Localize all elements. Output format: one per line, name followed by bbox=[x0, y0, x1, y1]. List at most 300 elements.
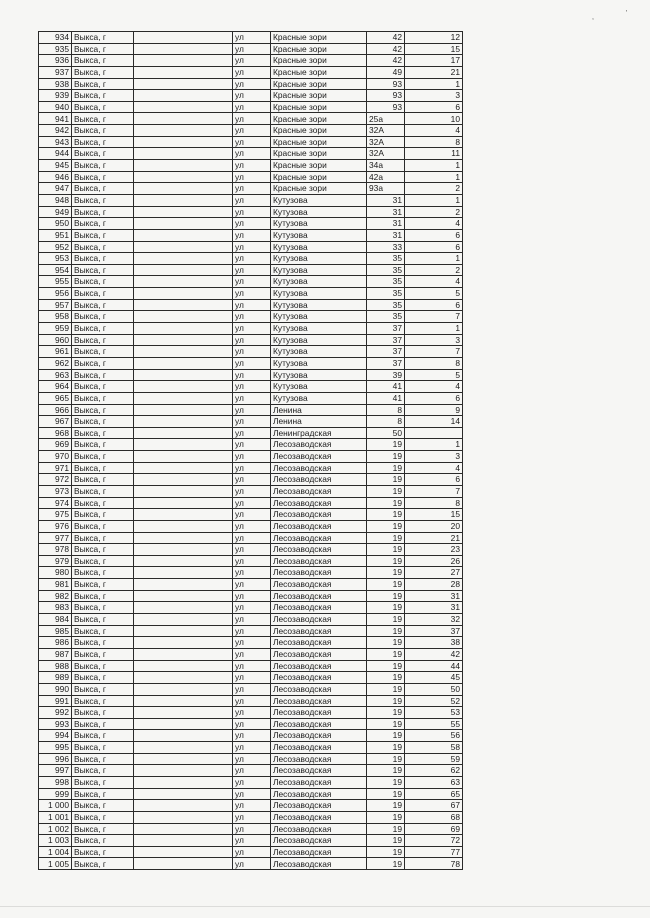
street-type-cell: ул bbox=[233, 520, 271, 532]
row-number: 935 bbox=[39, 43, 72, 55]
street-name-cell: Лесозаводская bbox=[271, 614, 367, 626]
street-type-cell: ул bbox=[233, 101, 271, 113]
city-cell: Выкса, г bbox=[72, 311, 134, 323]
row-number: 957 bbox=[39, 299, 72, 311]
blank-cell bbox=[134, 101, 233, 113]
street-name-cell: Лесозаводская bbox=[271, 544, 367, 556]
house-number-cell: 19 bbox=[367, 485, 405, 497]
house-number-cell: 32А bbox=[367, 136, 405, 148]
house-number-cell: 19 bbox=[367, 497, 405, 509]
blank-cell bbox=[134, 602, 233, 614]
blank-cell bbox=[134, 555, 233, 567]
city-cell: Выкса, г bbox=[72, 381, 134, 393]
street-name-cell: Лесозаводская bbox=[271, 462, 367, 474]
house-number-cell: 19 bbox=[367, 695, 405, 707]
street-type-cell: ул bbox=[233, 660, 271, 672]
table-row bbox=[39, 439, 463, 451]
row-number: 996 bbox=[39, 753, 72, 765]
table-row bbox=[39, 555, 463, 567]
street-name-cell: Лесозаводская bbox=[271, 625, 367, 637]
street-name-cell: Лесозаводская bbox=[271, 858, 367, 870]
row-number: 947 bbox=[39, 183, 72, 195]
flat-number-cell: 32 bbox=[405, 614, 463, 626]
city-cell: Выкса, г bbox=[72, 707, 134, 719]
blank-cell bbox=[134, 160, 233, 172]
street-name-cell: Лесозаводская bbox=[271, 823, 367, 835]
flat-number-cell: 8 bbox=[405, 136, 463, 148]
street-type-cell: ул bbox=[233, 462, 271, 474]
flat-number-cell: 14 bbox=[405, 416, 463, 428]
row-number: 974 bbox=[39, 497, 72, 509]
flat-number-cell: 63 bbox=[405, 777, 463, 789]
blank-cell bbox=[134, 742, 233, 754]
table-row bbox=[39, 451, 463, 463]
city-cell: Выкса, г bbox=[72, 253, 134, 265]
flat-number-cell: 15 bbox=[405, 509, 463, 521]
street-type-cell: ул bbox=[233, 509, 271, 521]
street-type-cell: ул bbox=[233, 241, 271, 253]
house-number-cell: 19 bbox=[367, 567, 405, 579]
flat-number-cell: 59 bbox=[405, 753, 463, 765]
street-type-cell: ул bbox=[233, 730, 271, 742]
flat-number-cell: 9 bbox=[405, 404, 463, 416]
flat-number-cell: 21 bbox=[405, 532, 463, 544]
row-number: 964 bbox=[39, 381, 72, 393]
street-type-cell: ул bbox=[233, 78, 271, 90]
row-number: 982 bbox=[39, 590, 72, 602]
table-row bbox=[39, 194, 463, 206]
house-number-cell: 19 bbox=[367, 777, 405, 789]
street-type-cell: ул bbox=[233, 276, 271, 288]
flat-number-cell: 42 bbox=[405, 648, 463, 660]
table-row bbox=[39, 753, 463, 765]
flat-number-cell: 50 bbox=[405, 683, 463, 695]
street-name-cell: Лесозаводская bbox=[271, 730, 367, 742]
street-name-cell: Кутузова bbox=[271, 229, 367, 241]
flat-number-cell bbox=[405, 427, 463, 439]
house-number-cell: 42 bbox=[367, 55, 405, 67]
street-type-cell: ул bbox=[233, 846, 271, 858]
blank-cell bbox=[134, 194, 233, 206]
house-number-cell: 32А bbox=[367, 125, 405, 137]
blank-cell bbox=[134, 323, 233, 335]
city-cell: Выкса, г bbox=[72, 206, 134, 218]
house-number-cell: 19 bbox=[367, 823, 405, 835]
street-name-cell: Красные зори bbox=[271, 160, 367, 172]
row-number: 1 003 bbox=[39, 835, 72, 847]
blank-cell bbox=[134, 241, 233, 253]
street-name-cell: Лесозаводская bbox=[271, 509, 367, 521]
street-type-cell: ул bbox=[233, 323, 271, 335]
city-cell: Выкса, г bbox=[72, 788, 134, 800]
street-type-cell: ул bbox=[233, 357, 271, 369]
row-number: 980 bbox=[39, 567, 72, 579]
flat-number-cell: 3 bbox=[405, 451, 463, 463]
city-cell: Выкса, г bbox=[72, 672, 134, 684]
blank-cell bbox=[134, 264, 233, 276]
table-row bbox=[39, 637, 463, 649]
row-number: 971 bbox=[39, 462, 72, 474]
flat-number-cell: 5 bbox=[405, 369, 463, 381]
blank-cell bbox=[134, 509, 233, 521]
house-number-cell: 19 bbox=[367, 439, 405, 451]
house-number-cell: 93 bbox=[367, 101, 405, 113]
blank-cell bbox=[134, 404, 233, 416]
street-type-cell: ул bbox=[233, 485, 271, 497]
street-type-cell: ул bbox=[233, 264, 271, 276]
row-number: 1 005 bbox=[39, 858, 72, 870]
flat-number-cell: 7 bbox=[405, 346, 463, 358]
flat-number-cell: 4 bbox=[405, 462, 463, 474]
street-name-cell: Кутузова bbox=[271, 311, 367, 323]
street-name-cell: Кутузова bbox=[271, 334, 367, 346]
street-name-cell: Лесозаводская bbox=[271, 835, 367, 847]
city-cell: Выкса, г bbox=[72, 811, 134, 823]
table-row bbox=[39, 183, 463, 195]
flat-number-cell: 26 bbox=[405, 555, 463, 567]
city-cell: Выкса, г bbox=[72, 241, 134, 253]
row-number: 937 bbox=[39, 66, 72, 78]
blank-cell bbox=[134, 288, 233, 300]
street-name-cell: Ленина bbox=[271, 416, 367, 428]
house-number-cell: 49 bbox=[367, 66, 405, 78]
street-type-cell: ул bbox=[233, 811, 271, 823]
row-number: 1 001 bbox=[39, 811, 72, 823]
table-row bbox=[39, 672, 463, 684]
house-number-cell: 34а bbox=[367, 160, 405, 172]
blank-cell bbox=[134, 32, 233, 44]
blank-cell bbox=[134, 485, 233, 497]
house-number-cell: 35 bbox=[367, 311, 405, 323]
city-cell: Выкса, г bbox=[72, 579, 134, 591]
street-name-cell: Красные зори bbox=[271, 183, 367, 195]
street-type-cell: ул bbox=[233, 416, 271, 428]
city-cell: Выкса, г bbox=[72, 323, 134, 335]
flat-number-cell: 7 bbox=[405, 311, 463, 323]
blank-cell bbox=[134, 148, 233, 160]
row-number: 944 bbox=[39, 148, 72, 160]
row-number: 975 bbox=[39, 509, 72, 521]
street-name-cell: Лесозаводская bbox=[271, 695, 367, 707]
city-cell: Выкса, г bbox=[72, 299, 134, 311]
row-number: 978 bbox=[39, 544, 72, 556]
street-type-cell: ул bbox=[233, 311, 271, 323]
flat-number-cell: 6 bbox=[405, 229, 463, 241]
row-number: 952 bbox=[39, 241, 72, 253]
blank-cell bbox=[134, 416, 233, 428]
flat-number-cell: 21 bbox=[405, 66, 463, 78]
blank-cell bbox=[134, 311, 233, 323]
city-cell: Выкса, г bbox=[72, 194, 134, 206]
table-row bbox=[39, 811, 463, 823]
table-row bbox=[39, 125, 463, 137]
street-name-cell: Красные зори bbox=[271, 43, 367, 55]
blank-cell bbox=[134, 381, 233, 393]
house-number-cell: 19 bbox=[367, 555, 405, 567]
street-name-cell: Лесозаводская bbox=[271, 474, 367, 486]
table-row bbox=[39, 66, 463, 78]
blank-cell bbox=[134, 113, 233, 125]
table-row bbox=[39, 90, 463, 102]
street-name-cell: Лесозаводская bbox=[271, 439, 367, 451]
row-number: 966 bbox=[39, 404, 72, 416]
house-number-cell: 31 bbox=[367, 194, 405, 206]
row-number: 1 002 bbox=[39, 823, 72, 835]
flat-number-cell: 15 bbox=[405, 43, 463, 55]
house-number-cell: 25а bbox=[367, 113, 405, 125]
city-cell: Выкса, г bbox=[72, 858, 134, 870]
row-number: 939 bbox=[39, 90, 72, 102]
city-cell: Выкса, г bbox=[72, 229, 134, 241]
street-type-cell: ул bbox=[233, 753, 271, 765]
city-cell: Выкса, г bbox=[72, 113, 134, 125]
blank-cell bbox=[134, 683, 233, 695]
house-number-cell: 19 bbox=[367, 648, 405, 660]
blank-cell bbox=[134, 520, 233, 532]
table-row bbox=[39, 846, 463, 858]
row-number: 984 bbox=[39, 614, 72, 626]
house-number-cell: 19 bbox=[367, 637, 405, 649]
flat-number-cell: 1 bbox=[405, 323, 463, 335]
blank-cell bbox=[134, 357, 233, 369]
street-type-cell: ул bbox=[233, 66, 271, 78]
table-row bbox=[39, 357, 463, 369]
row-number: 994 bbox=[39, 730, 72, 742]
street-name-cell: Кутузова bbox=[271, 288, 367, 300]
street-name-cell: Кутузова bbox=[271, 194, 367, 206]
table-row bbox=[39, 276, 463, 288]
city-cell: Выкса, г bbox=[72, 485, 134, 497]
flat-number-cell: 38 bbox=[405, 637, 463, 649]
table-row bbox=[39, 381, 463, 393]
street-type-cell: ул bbox=[233, 625, 271, 637]
table-row bbox=[39, 323, 463, 335]
table-row bbox=[39, 136, 463, 148]
blank-cell bbox=[134, 462, 233, 474]
house-number-cell: 37 bbox=[367, 323, 405, 335]
house-number-cell: 32А bbox=[367, 148, 405, 160]
flat-number-cell: 4 bbox=[405, 125, 463, 137]
house-number-cell: 35 bbox=[367, 299, 405, 311]
row-number: 961 bbox=[39, 346, 72, 358]
blank-cell bbox=[134, 136, 233, 148]
blank-cell bbox=[134, 439, 233, 451]
blank-cell bbox=[134, 183, 233, 195]
blank-cell bbox=[134, 171, 233, 183]
table-row bbox=[39, 730, 463, 742]
city-cell: Выкса, г bbox=[72, 288, 134, 300]
blank-cell bbox=[134, 753, 233, 765]
row-number: 965 bbox=[39, 392, 72, 404]
house-number-cell: 35 bbox=[367, 253, 405, 265]
blank-cell bbox=[134, 730, 233, 742]
street-type-cell: ул bbox=[233, 788, 271, 800]
row-number: 941 bbox=[39, 113, 72, 125]
flat-number-cell: 53 bbox=[405, 707, 463, 719]
blank-cell bbox=[134, 567, 233, 579]
blank-cell bbox=[134, 369, 233, 381]
city-cell: Выкса, г bbox=[72, 43, 134, 55]
table-row bbox=[39, 602, 463, 614]
house-number-cell: 42 bbox=[367, 32, 405, 44]
street-name-cell: Лесозаводская bbox=[271, 532, 367, 544]
blank-cell bbox=[134, 765, 233, 777]
address-register-table bbox=[38, 31, 463, 870]
flat-number-cell: 67 bbox=[405, 800, 463, 812]
scan-edge-line bbox=[0, 906, 650, 907]
street-name-cell: Кутузова bbox=[271, 381, 367, 393]
row-number: 956 bbox=[39, 288, 72, 300]
table-row bbox=[39, 625, 463, 637]
flat-number-cell: 1 bbox=[405, 78, 463, 90]
street-type-cell: ул bbox=[233, 683, 271, 695]
row-number: 991 bbox=[39, 695, 72, 707]
street-name-cell: Лесозаводская bbox=[271, 637, 367, 649]
blank-cell bbox=[134, 125, 233, 137]
flat-number-cell: 58 bbox=[405, 742, 463, 754]
table-row bbox=[39, 229, 463, 241]
table-row bbox=[39, 614, 463, 626]
house-number-cell: 35 bbox=[367, 264, 405, 276]
street-name-cell: Лесозаводская bbox=[271, 800, 367, 812]
flat-number-cell: 65 bbox=[405, 788, 463, 800]
street-type-cell: ул bbox=[233, 532, 271, 544]
blank-cell bbox=[134, 532, 233, 544]
city-cell: Выкса, г bbox=[72, 404, 134, 416]
house-number-cell: 31 bbox=[367, 206, 405, 218]
table-row bbox=[39, 474, 463, 486]
street-type-cell: ул bbox=[233, 555, 271, 567]
table-row bbox=[39, 567, 463, 579]
row-number: 985 bbox=[39, 625, 72, 637]
street-name-cell: Лесозаводская bbox=[271, 777, 367, 789]
city-cell: Выкса, г bbox=[72, 567, 134, 579]
street-type-cell: ул bbox=[233, 136, 271, 148]
blank-cell bbox=[134, 497, 233, 509]
row-number: 951 bbox=[39, 229, 72, 241]
flat-number-cell: 12 bbox=[405, 32, 463, 44]
street-name-cell: Ленина bbox=[271, 404, 367, 416]
flat-number-cell: 31 bbox=[405, 602, 463, 614]
blank-cell bbox=[134, 346, 233, 358]
city-cell: Выкса, г bbox=[72, 218, 134, 230]
flat-number-cell: 27 bbox=[405, 567, 463, 579]
flat-number-cell: 6 bbox=[405, 392, 463, 404]
house-number-cell: 19 bbox=[367, 672, 405, 684]
flat-number-cell: 4 bbox=[405, 381, 463, 393]
flat-number-cell: 4 bbox=[405, 276, 463, 288]
house-number-cell: 37 bbox=[367, 346, 405, 358]
house-number-cell: 19 bbox=[367, 730, 405, 742]
table-row bbox=[39, 241, 463, 253]
street-type-cell: ул bbox=[233, 765, 271, 777]
row-number: 995 bbox=[39, 742, 72, 754]
flat-number-cell: 2 bbox=[405, 264, 463, 276]
row-number: 967 bbox=[39, 416, 72, 428]
row-number: 983 bbox=[39, 602, 72, 614]
house-number-cell: 41 bbox=[367, 392, 405, 404]
blank-cell bbox=[134, 66, 233, 78]
flat-number-cell: 37 bbox=[405, 625, 463, 637]
street-name-cell: Красные зори bbox=[271, 171, 367, 183]
flat-number-cell: 1 bbox=[405, 171, 463, 183]
street-type-cell: ул bbox=[233, 707, 271, 719]
city-cell: Выкса, г bbox=[72, 532, 134, 544]
row-number: 959 bbox=[39, 323, 72, 335]
street-name-cell: Красные зори bbox=[271, 32, 367, 44]
flat-number-cell: 45 bbox=[405, 672, 463, 684]
blank-cell bbox=[134, 299, 233, 311]
street-name-cell: Красные зори bbox=[271, 66, 367, 78]
city-cell: Выкса, г bbox=[72, 474, 134, 486]
street-name-cell: Кутузова bbox=[271, 206, 367, 218]
house-number-cell: 19 bbox=[367, 742, 405, 754]
flat-number-cell: 23 bbox=[405, 544, 463, 556]
street-type-cell: ул bbox=[233, 183, 271, 195]
blank-cell bbox=[134, 777, 233, 789]
house-number-cell: 8 bbox=[367, 404, 405, 416]
city-cell: Выкса, г bbox=[72, 730, 134, 742]
row-number: 970 bbox=[39, 451, 72, 463]
blank-cell bbox=[134, 648, 233, 660]
flat-number-cell: 1 bbox=[405, 253, 463, 265]
row-number: 1 004 bbox=[39, 846, 72, 858]
street-name-cell: Кутузова bbox=[271, 357, 367, 369]
street-name-cell: Кутузова bbox=[271, 276, 367, 288]
blank-cell bbox=[134, 695, 233, 707]
flat-number-cell: 7 bbox=[405, 485, 463, 497]
city-cell: Выкса, г bbox=[72, 742, 134, 754]
street-name-cell: Лесозаводская bbox=[271, 707, 367, 719]
street-type-cell: ул bbox=[233, 55, 271, 67]
row-number: 945 bbox=[39, 160, 72, 172]
house-number-cell: 93 bbox=[367, 78, 405, 90]
table-row bbox=[39, 55, 463, 67]
flat-number-cell: 17 bbox=[405, 55, 463, 67]
street-name-cell: Лесозаводская bbox=[271, 753, 367, 765]
street-type-cell: ул bbox=[233, 427, 271, 439]
city-cell: Выкса, г bbox=[72, 509, 134, 521]
table-row bbox=[39, 148, 463, 160]
street-type-cell: ул bbox=[233, 695, 271, 707]
house-number-cell: 50 bbox=[367, 427, 405, 439]
table-row bbox=[39, 485, 463, 497]
street-type-cell: ул bbox=[233, 171, 271, 183]
street-type-cell: ул bbox=[233, 835, 271, 847]
street-type-cell: ул bbox=[233, 90, 271, 102]
blank-cell bbox=[134, 276, 233, 288]
street-name-cell: Кутузова bbox=[271, 369, 367, 381]
row-number: 1 000 bbox=[39, 800, 72, 812]
street-name-cell: Лесозаводская bbox=[271, 648, 367, 660]
city-cell: Выкса, г bbox=[72, 334, 134, 346]
row-number: 969 bbox=[39, 439, 72, 451]
flat-number-cell: 8 bbox=[405, 497, 463, 509]
house-number-cell: 19 bbox=[367, 532, 405, 544]
row-number: 999 bbox=[39, 788, 72, 800]
table-row bbox=[39, 532, 463, 544]
street-type-cell: ул bbox=[233, 346, 271, 358]
street-type-cell: ул bbox=[233, 497, 271, 509]
row-number: 998 bbox=[39, 777, 72, 789]
flat-number-cell: 2 bbox=[405, 206, 463, 218]
table-row bbox=[39, 497, 463, 509]
house-number-cell: 19 bbox=[367, 846, 405, 858]
house-number-cell: 19 bbox=[367, 788, 405, 800]
city-cell: Выкса, г bbox=[72, 357, 134, 369]
table-row bbox=[39, 206, 463, 218]
street-name-cell: Лесозаводская bbox=[271, 660, 367, 672]
